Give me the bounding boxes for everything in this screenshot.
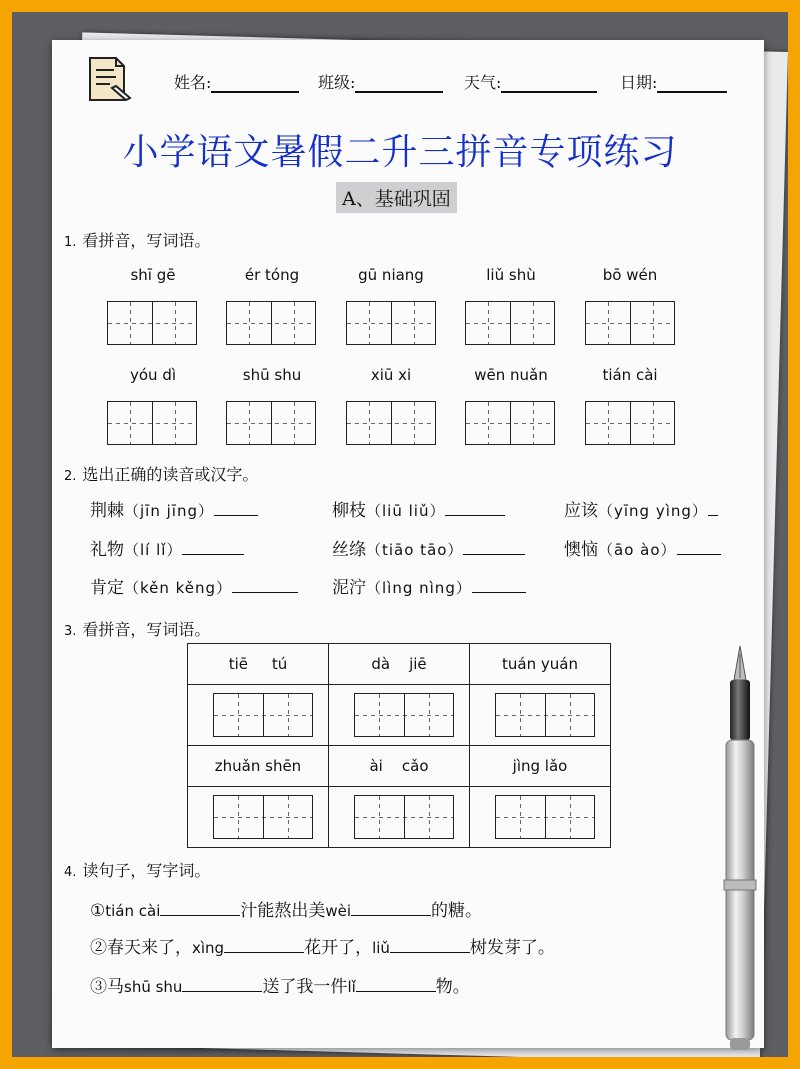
q3-pinyin: zhuǎn shēn bbox=[188, 746, 329, 787]
tian-grid-box[interactable] bbox=[346, 401, 436, 445]
date-label: 日期: bbox=[620, 73, 658, 92]
sentence-mark: ① bbox=[90, 901, 106, 921]
q4-sentence-1 bbox=[90, 896, 482, 921]
tian-grid-box[interactable] bbox=[213, 693, 313, 737]
q3-box-cell bbox=[470, 685, 611, 746]
sentence-text: 春天来了， bbox=[107, 938, 192, 958]
q3-pinyin: dà jiē bbox=[329, 644, 470, 685]
answer-blank[interactable] bbox=[472, 578, 526, 593]
q3-box-cell bbox=[329, 787, 470, 848]
q1-label: 看拼音，写词语。 bbox=[82, 231, 211, 250]
q2-item bbox=[90, 496, 258, 521]
name-label: 姓名: bbox=[174, 73, 212, 92]
q2-word: 泥泞 bbox=[332, 578, 366, 598]
q2-word: 懊恼 bbox=[564, 540, 598, 560]
tian-grid-box[interactable] bbox=[354, 693, 454, 737]
q3-pinyin: tuán yuán bbox=[470, 644, 611, 685]
date-field[interactable] bbox=[620, 70, 727, 93]
sentence-text: 花开了， bbox=[304, 938, 373, 958]
tian-grid-box[interactable] bbox=[346, 301, 436, 345]
tian-grid-box[interactable] bbox=[107, 301, 197, 345]
q2-options: （āo ào） bbox=[598, 541, 677, 559]
q2-word: 柳枝 bbox=[332, 501, 366, 521]
q3-title bbox=[64, 617, 210, 640]
q2-item bbox=[90, 573, 298, 598]
tian-grid-box[interactable] bbox=[213, 795, 313, 839]
class-field[interactable] bbox=[318, 70, 443, 93]
name-field[interactable] bbox=[174, 70, 299, 93]
q2-title bbox=[64, 462, 258, 485]
q2-options: （liū liǔ） bbox=[366, 502, 446, 520]
sentence-text: 送了我一件 bbox=[262, 977, 348, 997]
q1-number: 1. bbox=[64, 235, 77, 250]
answer-blank[interactable] bbox=[224, 938, 304, 953]
answer-blank[interactable] bbox=[182, 977, 262, 992]
q2-options: （tiāo tāo） bbox=[366, 541, 464, 559]
sentence-text: 汁能熬出美 bbox=[240, 901, 326, 921]
q2-label: 选出正确的读音或汉字。 bbox=[82, 465, 259, 484]
answer-blank[interactable] bbox=[390, 938, 470, 953]
document-pencil-icon bbox=[86, 54, 132, 104]
q3-box-cell bbox=[470, 787, 611, 848]
q4-sentence-3 bbox=[90, 972, 470, 997]
tian-grid-box[interactable] bbox=[585, 401, 675, 445]
tian-grid-box[interactable] bbox=[465, 401, 555, 445]
q1-pinyin: tián cài bbox=[602, 366, 658, 384]
q3-box-cell bbox=[188, 685, 329, 746]
date-blank[interactable] bbox=[657, 75, 727, 93]
q1-pinyin: liǔ shù bbox=[486, 266, 536, 284]
pinyin-prompt: lǐ bbox=[347, 978, 356, 996]
pinyin-prompt: shū shu bbox=[124, 978, 183, 996]
q2-options: （yīng yìng） bbox=[598, 502, 708, 520]
q2-word: 应该 bbox=[564, 501, 598, 521]
section-subtitle: A、基础巩固 bbox=[336, 182, 457, 213]
q1-pinyin: bō wén bbox=[602, 266, 658, 284]
q1-pinyin: shī gē bbox=[130, 266, 176, 284]
sentence-text: 树发芽了。 bbox=[469, 938, 555, 958]
sentence-text: 的糖。 bbox=[431, 901, 483, 921]
q4-number: 4. bbox=[64, 865, 77, 880]
q2-word: 荆棘 bbox=[90, 501, 124, 521]
q3-pinyin: jìng lǎo bbox=[470, 746, 611, 787]
weather-label: 天气: bbox=[464, 73, 502, 92]
q3-table bbox=[187, 643, 611, 848]
q3-pinyin: ài cǎo bbox=[329, 746, 470, 787]
answer-blank[interactable] bbox=[160, 901, 240, 916]
q2-item bbox=[332, 573, 526, 598]
fountain-pen-icon bbox=[700, 640, 780, 1060]
q1-pinyin: gū niang bbox=[358, 266, 424, 284]
weather-field[interactable] bbox=[464, 70, 597, 93]
q2-item bbox=[332, 535, 525, 560]
tian-grid-box[interactable] bbox=[107, 401, 197, 445]
tian-grid-box[interactable] bbox=[495, 795, 595, 839]
q1-pinyin: wēn nuǎn bbox=[474, 366, 548, 384]
q1-pinyin: yóu dì bbox=[129, 366, 177, 384]
tian-grid-box[interactable] bbox=[495, 693, 595, 737]
class-label: 班级: bbox=[318, 73, 356, 92]
q2-options: （lí lǐ） bbox=[124, 541, 183, 559]
q2-item bbox=[332, 496, 505, 521]
q2-word: 丝绦 bbox=[332, 540, 366, 560]
weather-blank[interactable] bbox=[501, 75, 597, 93]
q3-box-cell bbox=[188, 787, 329, 848]
q3-label: 看拼音，写词语。 bbox=[82, 620, 211, 639]
q4-title bbox=[64, 858, 210, 881]
q4-sentence-2 bbox=[90, 933, 555, 958]
class-blank[interactable] bbox=[355, 75, 443, 93]
name-blank[interactable] bbox=[211, 75, 299, 93]
answer-blank[interactable] bbox=[351, 901, 431, 916]
sentence-mark: ③ bbox=[90, 977, 107, 997]
answer-blank[interactable] bbox=[356, 977, 436, 992]
tian-grid-box[interactable] bbox=[585, 301, 675, 345]
q2-options: （jīn jīng） bbox=[124, 502, 214, 520]
q1-pinyin: shū shu bbox=[242, 366, 302, 384]
pinyin-prompt: wèi bbox=[325, 902, 352, 920]
q3-box-cell bbox=[329, 685, 470, 746]
answer-blank[interactable] bbox=[708, 501, 718, 516]
sentence-mark: ② bbox=[90, 938, 107, 958]
pinyin-prompt: xìng bbox=[192, 939, 225, 957]
answer-blank[interactable] bbox=[463, 540, 525, 555]
answer-blank[interactable] bbox=[182, 540, 244, 555]
q2-number: 2. bbox=[64, 469, 77, 484]
tian-grid-box[interactable] bbox=[465, 301, 555, 345]
answer-blank[interactable] bbox=[232, 578, 298, 593]
q1-pinyin: xiū xi bbox=[370, 366, 412, 384]
q2-item bbox=[564, 496, 718, 521]
tian-grid-box[interactable] bbox=[226, 301, 316, 345]
answer-blank[interactable] bbox=[445, 501, 505, 516]
sentence-text: 物。 bbox=[435, 977, 470, 997]
q2-options: （lìng nìng） bbox=[366, 579, 472, 597]
pinyin-prompt: tián cài bbox=[105, 902, 161, 920]
q2-word: 肯定 bbox=[90, 578, 124, 598]
page-title: 小学语文暑假二升三拼音专项练习 bbox=[122, 132, 678, 173]
q4-label: 读句子，写字词。 bbox=[82, 861, 211, 880]
q1-title bbox=[64, 228, 210, 251]
q2-item bbox=[564, 535, 721, 560]
sentence-text: 马 bbox=[107, 977, 124, 997]
tian-grid-box[interactable] bbox=[226, 401, 316, 445]
q3-pinyin: tiē tú bbox=[188, 644, 329, 685]
q1-pinyin: ér tóng bbox=[244, 266, 300, 284]
q2-word: 礼物 bbox=[90, 540, 124, 560]
answer-blank[interactable] bbox=[214, 501, 258, 516]
answer-blank[interactable] bbox=[677, 540, 721, 555]
q2-options: （kěn kěng） bbox=[124, 579, 233, 597]
tian-grid-box[interactable] bbox=[354, 795, 454, 839]
q2-item bbox=[90, 535, 244, 560]
q3-number: 3. bbox=[64, 624, 77, 639]
pinyin-prompt: liǔ bbox=[372, 939, 390, 957]
